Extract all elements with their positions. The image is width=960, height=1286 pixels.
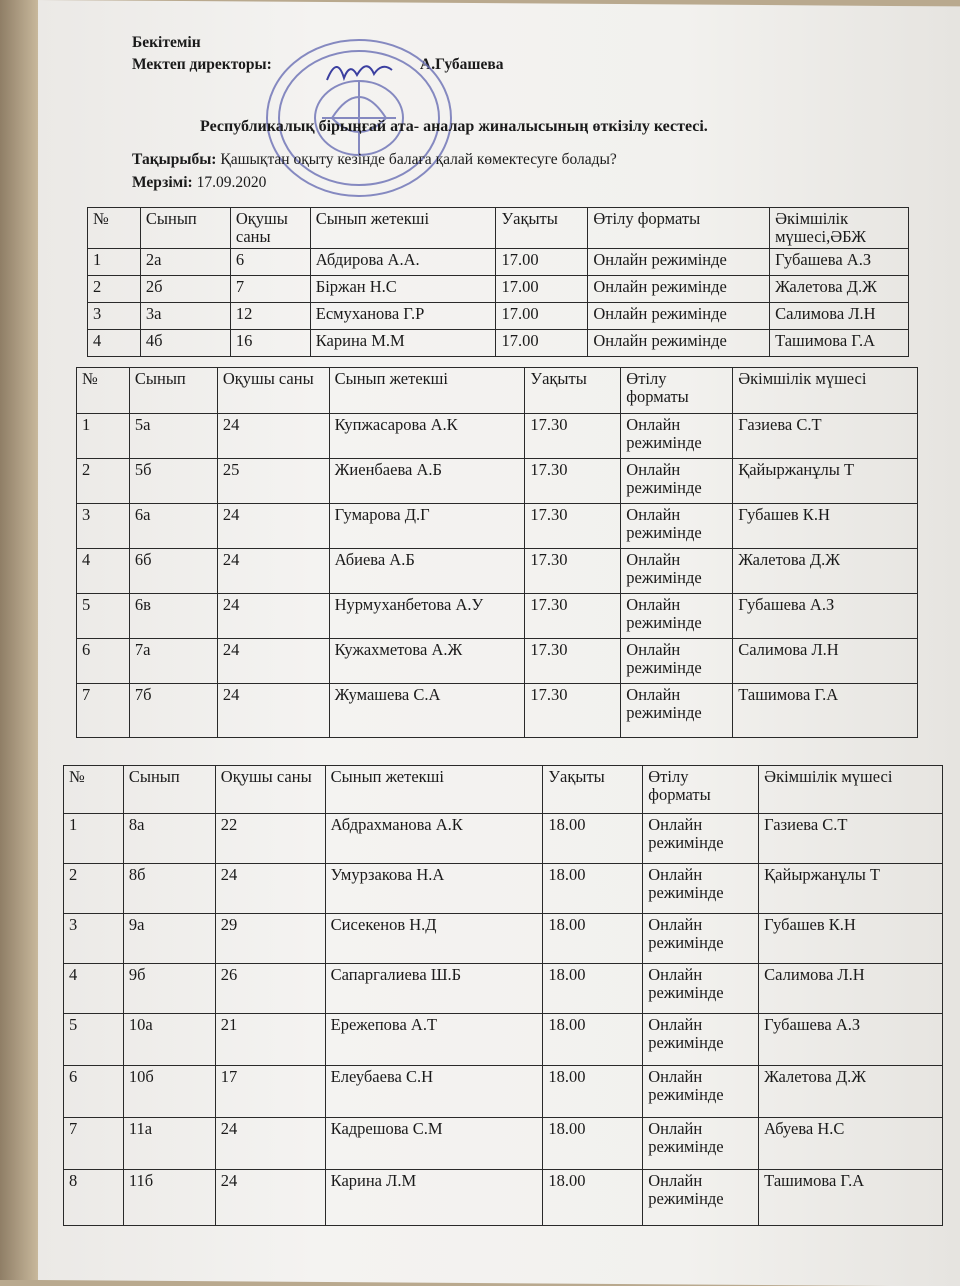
cell: Онлайн режимінде xyxy=(621,414,733,459)
table-row xyxy=(77,684,918,738)
director-label: Мектеп директоры: xyxy=(132,56,272,73)
cell: Онлайн режимінде xyxy=(643,1066,759,1118)
cell: Онлайн режимінде xyxy=(643,1118,759,1170)
cell: Есмуханова Г.Р xyxy=(310,303,496,330)
cell: Онлайн режимінде xyxy=(621,639,733,684)
cell: Онлайн режимінде xyxy=(621,504,733,549)
cell: 3 xyxy=(77,504,130,549)
cell: Ташимова Г.А xyxy=(733,684,918,738)
cell: 10а xyxy=(123,1014,215,1066)
cell: 7 xyxy=(230,276,310,303)
cell: Губашев К.Н xyxy=(733,504,918,549)
table-row xyxy=(88,249,909,276)
cell: 24 xyxy=(215,864,325,914)
table-row xyxy=(77,549,918,594)
header-cell: № xyxy=(88,208,141,249)
cell: Жалетова Д.Ж xyxy=(733,549,918,594)
cell: Жалетова Д.Ж xyxy=(770,276,909,303)
cell: Жиенбаева А.Б xyxy=(329,459,525,504)
desk-background xyxy=(0,0,38,1280)
table-row xyxy=(77,414,918,459)
cell: 7 xyxy=(64,1118,124,1170)
cell: Онлайн режимінде xyxy=(643,1170,759,1226)
cell: 10б xyxy=(123,1066,215,1118)
cell: Купжасарова А.К xyxy=(329,414,525,459)
cell: Абдрахманова А.К xyxy=(325,814,543,864)
header-cell: Уақыты xyxy=(496,208,588,249)
table-row xyxy=(88,276,909,303)
schedule-table-2 xyxy=(76,367,918,738)
cell: 2 xyxy=(64,864,124,914)
cell: Онлайн режимінде xyxy=(621,594,733,639)
cell: 1 xyxy=(88,249,141,276)
cell: Нурмуханбетова А.У xyxy=(329,594,525,639)
cell: Салимова Л.Н xyxy=(770,303,909,330)
cell: 6б xyxy=(129,549,217,594)
cell: Онлайн режимінде xyxy=(643,964,759,1014)
cell: Онлайн режимінде xyxy=(643,864,759,914)
cell: Онлайн режимінде xyxy=(588,276,770,303)
cell: Салимова Л.Н xyxy=(733,639,918,684)
cell: 24 xyxy=(215,1170,325,1226)
table-row xyxy=(64,814,943,864)
cell: Губашева А.З xyxy=(770,249,909,276)
cell: 24 xyxy=(217,639,329,684)
cell: 18.00 xyxy=(543,914,643,964)
cell: Онлайн режимінде xyxy=(643,914,759,964)
table-header-row xyxy=(88,208,909,249)
director-name: А.Губашева xyxy=(420,56,504,73)
cell: 24 xyxy=(217,549,329,594)
cell: Салимова Л.Н xyxy=(759,964,943,1014)
cell: 18.00 xyxy=(543,814,643,864)
cell: 17.00 xyxy=(496,276,588,303)
cell: 24 xyxy=(217,684,329,738)
table-row xyxy=(64,1014,943,1066)
cell: Онлайн режимінде xyxy=(588,249,770,276)
table-row xyxy=(64,964,943,1014)
cell: 9а xyxy=(123,914,215,964)
cell: Онлайн режимінде xyxy=(588,303,770,330)
cell: 2 xyxy=(77,459,130,504)
cell: 4 xyxy=(64,964,124,1014)
cell: 17 xyxy=(215,1066,325,1118)
signature-icon xyxy=(322,50,402,90)
cell: 22 xyxy=(215,814,325,864)
cell: Жалетова Д.Ж xyxy=(759,1066,943,1118)
cell: Губашев К.Н xyxy=(759,914,943,964)
cell: 24 xyxy=(215,1118,325,1170)
cell: 16 xyxy=(230,330,310,357)
topic-value: Қашықтан оқыту кезінде балаға қалай көмектесуге болады? xyxy=(220,151,617,168)
header-cell: Сынып жетекші xyxy=(310,208,496,249)
header-cell: Әкімшілік мүшесі xyxy=(733,368,918,414)
cell: 5б xyxy=(129,459,217,504)
cell: 18.00 xyxy=(543,1066,643,1118)
header-cell: Оқушы саны xyxy=(230,208,310,249)
header-cell: Оқушы саны xyxy=(215,766,325,814)
header-cell: № xyxy=(64,766,124,814)
cell: Елеубаева С.Н xyxy=(325,1066,543,1118)
cell: 17.00 xyxy=(496,303,588,330)
cell: 18.00 xyxy=(543,1118,643,1170)
date-label: Мерзімі: xyxy=(132,174,193,191)
cell: 2а xyxy=(140,249,230,276)
cell: 11а xyxy=(123,1118,215,1170)
table-row xyxy=(64,864,943,914)
cell: Умурзакова Н.А xyxy=(325,864,543,914)
cell: 1 xyxy=(77,414,130,459)
cell: 18.00 xyxy=(543,964,643,1014)
table-row xyxy=(77,504,918,549)
date-value: 17.09.2020 xyxy=(196,174,267,191)
table-row xyxy=(64,1170,943,1226)
header-cell: Сынып xyxy=(123,766,215,814)
cell: 24 xyxy=(217,504,329,549)
document-title: Республикалық бірыңғай ата- аналар жиналысының өткізілу кестесі. xyxy=(200,118,708,135)
cell: 5 xyxy=(64,1014,124,1066)
table-row xyxy=(64,914,943,964)
cell: 8б xyxy=(123,864,215,914)
cell: 1 xyxy=(64,814,124,864)
cell: Губашева А.З xyxy=(759,1014,943,1066)
cell: Қайыржанұлы Т xyxy=(733,459,918,504)
schedule-table-3 xyxy=(63,765,943,1226)
cell: 8 xyxy=(64,1170,124,1226)
header-cell: Өтілу форматы xyxy=(588,208,770,249)
cell: Абуева Н.С xyxy=(759,1118,943,1170)
cell: 17.30 xyxy=(525,504,621,549)
cell: Онлайн режимінде xyxy=(588,330,770,357)
cell: 17.30 xyxy=(525,639,621,684)
cell: 4 xyxy=(77,549,130,594)
header-cell: № xyxy=(77,368,130,414)
cell: Ташимова Г.А xyxy=(759,1170,943,1226)
header-cell: Әкімшілік мүшесі xyxy=(759,766,943,814)
header-cell: Әкімшілік мүшесі,ӘБЖ xyxy=(770,208,909,249)
cell: 18.00 xyxy=(543,1014,643,1066)
table-row xyxy=(64,1118,943,1170)
table-header-row xyxy=(64,766,943,814)
cell: Біржан Н.С xyxy=(310,276,496,303)
cell: 7а xyxy=(129,639,217,684)
cell: 2б xyxy=(140,276,230,303)
cell: Сисекенов Н.Д xyxy=(325,914,543,964)
header-cell: Сынып жетекші xyxy=(329,368,525,414)
cell: 12 xyxy=(230,303,310,330)
cell: 29 xyxy=(215,914,325,964)
cell: Онлайн режимінде xyxy=(621,459,733,504)
header-cell: Өтілу форматы xyxy=(621,368,733,414)
cell: 2 xyxy=(88,276,141,303)
cell: Карина М.М xyxy=(310,330,496,357)
cell: Карина Л.М xyxy=(325,1170,543,1226)
header-cell: Сынып xyxy=(129,368,217,414)
cell: Онлайн режимінде xyxy=(643,1014,759,1066)
cell: Жумашева С.А xyxy=(329,684,525,738)
cell: 5 xyxy=(77,594,130,639)
schedule-table-1 xyxy=(87,207,909,357)
table-row xyxy=(77,639,918,684)
cell: 17.30 xyxy=(525,684,621,738)
cell: 6 xyxy=(77,639,130,684)
cell: 17.30 xyxy=(525,414,621,459)
cell: Ташимова Г.А xyxy=(770,330,909,357)
cell: Сапаргалиева Ш.Б xyxy=(325,964,543,1014)
cell: 24 xyxy=(217,594,329,639)
cell: 3 xyxy=(88,303,141,330)
cell: 4б xyxy=(140,330,230,357)
cell: Ережепова А.Т xyxy=(325,1014,543,1066)
header-cell: Сынып жетекші xyxy=(325,766,543,814)
cell: Онлайн режимінде xyxy=(643,814,759,864)
cell: 17.30 xyxy=(525,549,621,594)
header-cell: Уақыты xyxy=(525,368,621,414)
header-cell: Өтілу форматы xyxy=(643,766,759,814)
cell: Қайыржанұлы Т xyxy=(759,864,943,914)
cell: 25 xyxy=(217,459,329,504)
cell: Онлайн режимінде xyxy=(621,549,733,594)
cell: 6 xyxy=(64,1066,124,1118)
cell: 24 xyxy=(217,414,329,459)
cell: 18.00 xyxy=(543,1170,643,1226)
table-row xyxy=(64,1066,943,1118)
cell: 11б xyxy=(123,1170,215,1226)
cell: Гумарова Д.Г xyxy=(329,504,525,549)
table-row xyxy=(88,330,909,357)
cell: Губашева А.З xyxy=(733,594,918,639)
cell: 8а xyxy=(123,814,215,864)
cell: 4 xyxy=(88,330,141,357)
cell: 6 xyxy=(230,249,310,276)
cell: 17.30 xyxy=(525,594,621,639)
cell: Газиева С.Т xyxy=(733,414,918,459)
approve-label: Бекітемін xyxy=(132,34,201,51)
header-cell: Оқушы саны xyxy=(217,368,329,414)
cell: 17.00 xyxy=(496,330,588,357)
cell: 26 xyxy=(215,964,325,1014)
table-row xyxy=(77,459,918,504)
topic-label: Тақырыбы: xyxy=(132,151,217,168)
table-row xyxy=(77,594,918,639)
cell: Кадрешова С.М xyxy=(325,1118,543,1170)
table-header-row xyxy=(77,368,918,414)
cell: Абдирова А.А. xyxy=(310,249,496,276)
cell: 6в xyxy=(129,594,217,639)
header-cell: Уақыты xyxy=(543,766,643,814)
cell: Кужахметова А.Ж xyxy=(329,639,525,684)
cell: 17.00 xyxy=(496,249,588,276)
cell: 5а xyxy=(129,414,217,459)
cell: 6а xyxy=(129,504,217,549)
cell: 9б xyxy=(123,964,215,1014)
header-cell: Сынып xyxy=(140,208,230,249)
cell: 7б xyxy=(129,684,217,738)
cell: 21 xyxy=(215,1014,325,1066)
cell: Онлайн режимінде xyxy=(621,684,733,738)
table-row xyxy=(88,303,909,330)
cell: Газиева С.Т xyxy=(759,814,943,864)
cell: Абиева А.Б xyxy=(329,549,525,594)
cell: 3а xyxy=(140,303,230,330)
cell: 7 xyxy=(77,684,130,738)
cell: 17.30 xyxy=(525,459,621,504)
cell: 18.00 xyxy=(543,864,643,914)
cell: 3 xyxy=(64,914,124,964)
